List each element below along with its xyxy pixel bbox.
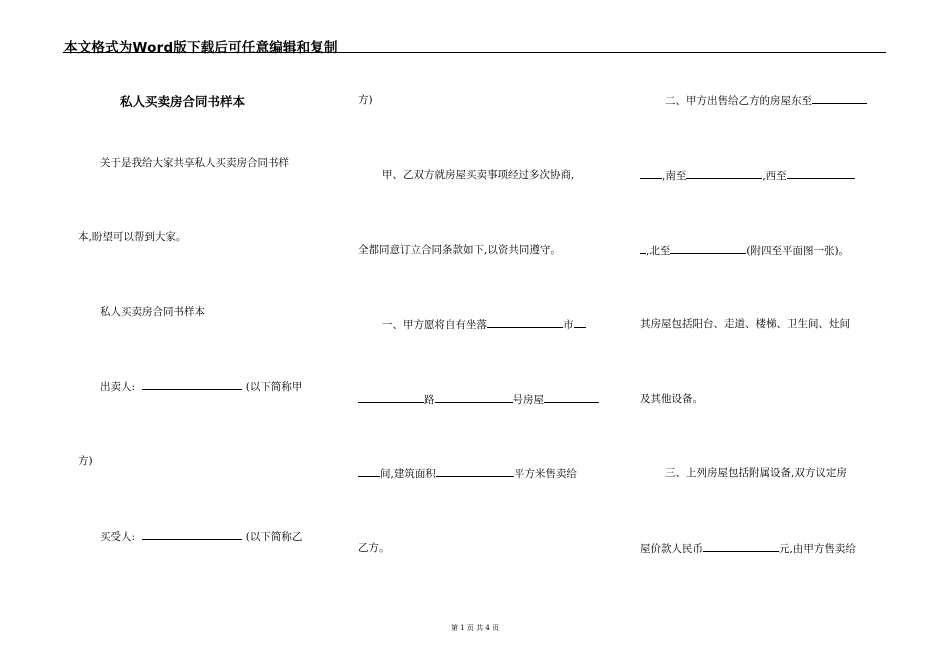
price-blank xyxy=(703,541,779,552)
page-number: 第 1 页 共 4 页 xyxy=(450,624,500,632)
buyer-label: 买受人: xyxy=(100,531,136,543)
south-blank xyxy=(686,168,762,179)
west-blank xyxy=(787,168,855,179)
clause-1-prefix: 一、甲方愿将自有坐落 xyxy=(382,319,487,331)
road-label: 路 xyxy=(424,394,435,406)
rooms-blank xyxy=(358,466,380,477)
clause-2-line-4: 其房屋包括阳台、走道、楼梯、卫生间、灶间 xyxy=(640,318,850,330)
seller-label: 出卖人: xyxy=(100,381,136,393)
buyer-continuation: 方) xyxy=(358,94,373,106)
price-label: 屋价款人民币 xyxy=(640,543,703,555)
download-banner: 本文格式为Word版下载后可任意编辑和复制 xyxy=(64,40,338,56)
clause-1-line-3 xyxy=(358,466,577,481)
north-label: ,北至 xyxy=(646,245,671,257)
east-blank xyxy=(812,93,867,104)
buyer-line xyxy=(100,529,302,544)
north-blank xyxy=(670,243,746,254)
clause-2-line-3 xyxy=(640,243,849,258)
east-cont-blank xyxy=(640,168,662,179)
west-label: ,西至 xyxy=(762,170,787,182)
district-blank xyxy=(358,392,424,403)
seller-blank xyxy=(142,379,242,390)
clause-1-line-1 xyxy=(382,317,586,332)
clause-3-line-2 xyxy=(640,541,856,556)
south-label: ,南至 xyxy=(662,170,687,182)
seller-suffix: (以下简称甲 xyxy=(245,381,303,393)
clause-2-line-5: 及其他设备。 xyxy=(640,393,703,405)
clause-3-line-1: 三、上列房屋包括附属设备,双方议定房 xyxy=(665,467,847,479)
rooms-label: 间,建筑面积 xyxy=(380,468,436,480)
negotiation-line-1: 甲、乙双方就房屋买卖事项经过多次协商, xyxy=(382,169,575,181)
intro-line-1: 关于是我给大家共享私人买卖房合同书样 xyxy=(100,157,289,169)
clause-1-line-2 xyxy=(358,392,599,407)
clause-1-line-4: 乙方。 xyxy=(358,542,390,554)
area-label: 平方米售卖给 xyxy=(513,468,577,480)
house-number-label: 号房屋 xyxy=(512,394,544,406)
road-blank xyxy=(435,392,513,403)
city-blank xyxy=(574,317,586,328)
city-label: 市 xyxy=(563,319,574,331)
seller-line xyxy=(100,379,302,394)
clause-2-line-2 xyxy=(640,168,855,183)
buyer-blank xyxy=(142,529,242,540)
house-blank xyxy=(544,392,599,403)
clause-2-line-1 xyxy=(665,93,867,108)
clause-2-prefix: 二、甲方出售给乙方的房屋东至 xyxy=(665,95,812,107)
seller-continuation: 方) xyxy=(78,455,93,467)
header-rule xyxy=(63,52,886,53)
section-subtitle: 私人买卖房合同书样本 xyxy=(100,306,205,318)
attachment-note: (附四至平面图一张)。 xyxy=(746,245,850,257)
location-blank xyxy=(487,317,563,328)
negotiation-line-2: 全都同意订立合同条款如下,以资共同遵守。 xyxy=(358,244,561,256)
area-blank xyxy=(436,466,514,477)
intro-line-2: 本,盼望可以帮到大家。 xyxy=(78,231,187,243)
price-suffix: 元,由甲方售卖给 xyxy=(779,543,856,555)
buyer-suffix: (以下简称乙 xyxy=(245,531,303,543)
document-title: 私人买卖房合同书样本 xyxy=(120,94,246,109)
